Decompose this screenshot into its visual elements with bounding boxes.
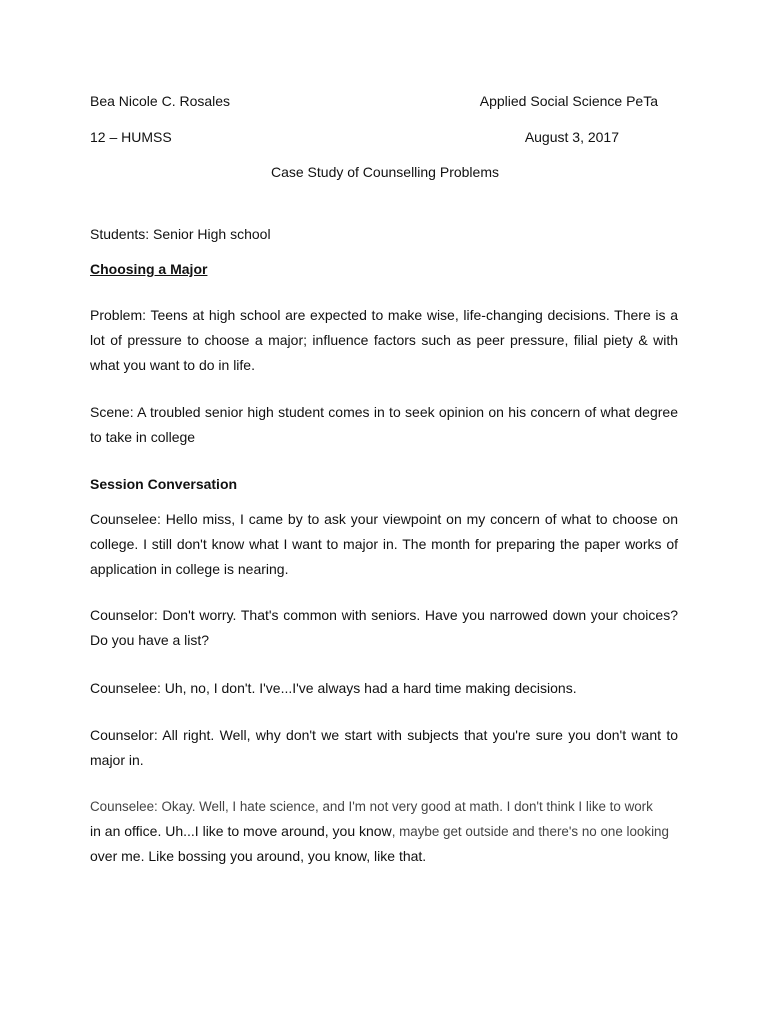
- problem-paragraph: Problem: Teens at high school are expected to make wise, life-changing decisions. There is a lot of pressure to choose a major; influence factors such as peer pressure, filial piety & with what you want to do in life.: [90, 307, 678, 373]
- author-name: Bea Nicole C. Rosales: [90, 93, 231, 109]
- header-row-2: [90, 127, 680, 147]
- conversation-paragraph-4: Counselor: All right. Well, why don't we start with subjects that you're sure you don't want to major in.: [90, 727, 678, 768]
- conversation-line-5b-part2: , maybe get outside and there's no one looking: [391, 824, 669, 839]
- session-heading: Session Conversation: [90, 476, 238, 492]
- document-title: Case Study of Counselling Problems: [270, 164, 499, 180]
- header-row-1: [90, 91, 680, 111]
- class-section: 12 – HUMSS: [90, 129, 172, 145]
- conversation-paragraph-2: Counselor: Don't worry. That's common with seniors. Have you narrowed down your choices? Do you have a list?: [90, 607, 678, 648]
- conversation-paragraph-3: Counselee: Uh, no, I don't. I've...I've always had a hard time making decisions.: [90, 680, 577, 696]
- conversation-paragraph-5: [90, 794, 678, 869]
- conversation-line-5b: [90, 819, 678, 844]
- scene-paragraph: Scene: A troubled senior high student comes in to seek opinion on his concern of what degree to take in college: [90, 404, 678, 445]
- topic-heading: Choosing a Major: [90, 261, 208, 277]
- document-date: August 3, 2017: [524, 129, 619, 145]
- conversation-line-5c: over me. Like bossing you around, you know, like that.: [90, 848, 427, 864]
- students-line: Students: Senior High school: [90, 226, 271, 242]
- conversation-paragraph-1: Counselee: Hello miss, I came by to ask your viewpoint on my concern of what to choose on college. I still don't know what I want to major in. The month for preparing the paper works of application in college is nearing.: [90, 511, 678, 577]
- subject-name: Applied Social Science PeTa: [479, 93, 658, 109]
- conversation-line-5b-part1: in an office. Uh...I like to move around, you know: [90, 823, 392, 839]
- conversation-line-5a: Counselee: Okay. Well, I hate science, and I'm not very good at math. I don't think I like to work: [90, 799, 653, 814]
